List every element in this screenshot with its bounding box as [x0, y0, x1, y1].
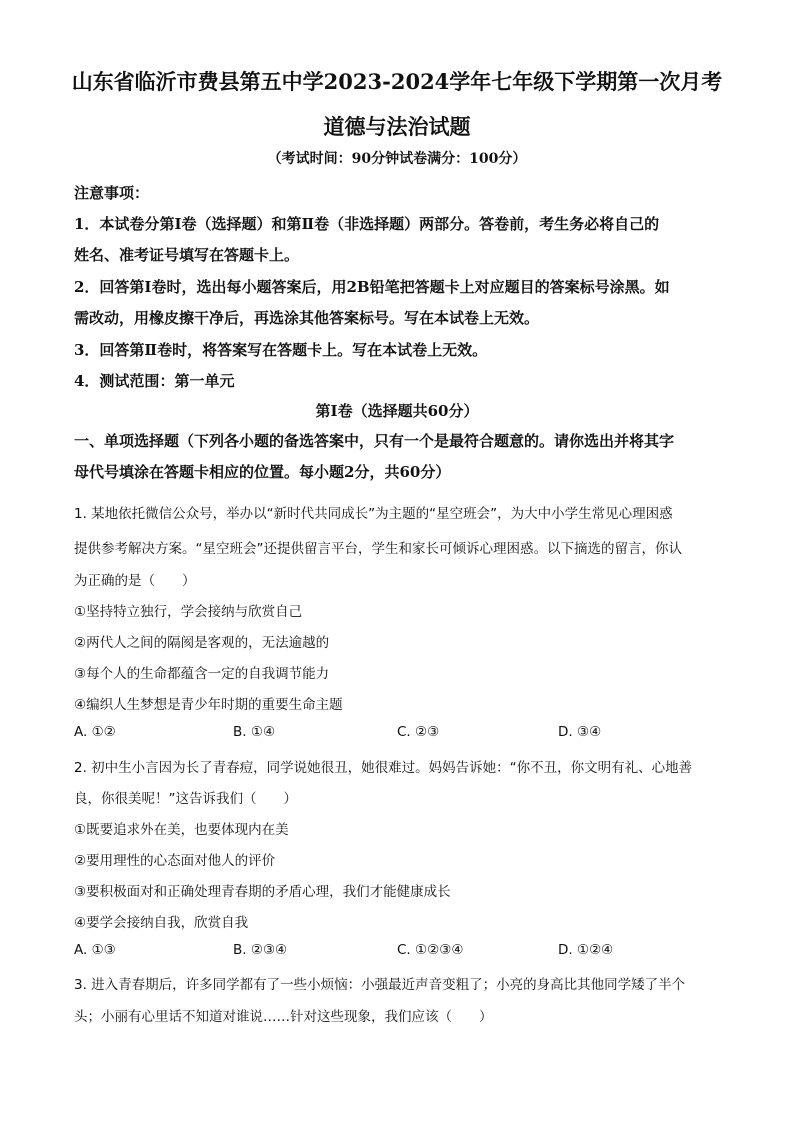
question-2-statement: ②要用理性的心态面对他人的评价 [74, 853, 276, 869]
question-1-text: 提供参考解决方案。“星空班会”还提供留言平台，学生和家长可倾诉心理困惑。以下摘选的留言，你认 [74, 541, 682, 557]
question-3-text: 头；小丽有心里话不知道对谁说……针对这些现象，我们应该（ ） [74, 1009, 493, 1025]
question-1-text: 1. 某地依托微信公众号，举办以“新时代共同成长”为主题的“星空班会”，为大中小学生常见心理困惑 [74, 506, 673, 522]
notes-heading: 注意事项： [74, 184, 150, 202]
notes-line: 3．回答第Ⅱ卷时，将答案写在答题卡上。写在本试卷上无效。 [74, 341, 488, 359]
notes-line: 需改动，用橡皮擦干净后，再选涂其他答案标号。写在本试卷上无效。 [74, 309, 540, 327]
question-2-text: 良，你很美呢！”这告诉我们（ ） [74, 791, 297, 807]
question-2-option-a: A. ①③ [74, 942, 116, 958]
question-2-text: 2. 初中生小言因为长了青春痘，同学说她很丑，她很难过。妈妈告诉她：“你不丑，你文明有礼、心地善 [74, 760, 693, 776]
question-1-statement: ③每个人的生命都蕴含一定的自我调节能力 [74, 666, 330, 682]
notes-line: 姓名、准考证号填写在答题卡上。 [74, 246, 300, 264]
question-1-text: 为正确的是（ ） [74, 573, 196, 589]
exam-title: 山东省临沂市费县第五中学2023-2024学年七年级下学期第一次月考 [71, 69, 723, 94]
exam-subject: 道德与法治试题 [323, 114, 471, 139]
question-2-statement: ③要积极面对和正确处理青春期的矛盾心理，我们才能健康成长 [74, 884, 451, 900]
question-2-option-d: D. ①②④ [558, 942, 614, 958]
question-1-option-b: B. ①④ [233, 724, 276, 740]
question-1-statement: ④编织人生梦想是青少年时期的重要生命主题 [74, 697, 343, 713]
question-1-statement: ①坚持特立独行，学会接纳与欣赏自己 [74, 604, 303, 620]
section-title: 第Ⅰ卷（选择题共60分） [315, 402, 479, 420]
exam-info: （考试时间：90分钟试卷满分：100分） [267, 151, 527, 167]
question-2-option-c: C. ①②③④ [397, 942, 464, 958]
notes-line: 1．本试卷分第Ⅰ卷（选择题）和第Ⅱ卷（非选择题）两部分。答卷前，考生务必将自己的 [74, 215, 660, 233]
notes-line: 2．回答第Ⅰ卷时，选出每小题答案后，用2B铅笔把答题卡上对应题目的答案标号涂黑。如 [74, 278, 670, 296]
question-2-statement: ①既要追求外在美，也要体现内在美 [74, 822, 289, 838]
question-3-text: 3. 进入青春期后，许多同学都有了一些小烦恼：小强最近声音变粗了；小亮的身高比其他同学矮了半个 [74, 977, 686, 993]
section-instruction: 一、单项选择题（下列各小题的备选答案中，只有一个是最符合题意的。请你选出并将其字 [74, 432, 675, 450]
question-1-option-a: A. ①② [74, 724, 116, 740]
notes-line: 4．测试范围：第一单元 [74, 372, 235, 390]
question-2-option-b: B. ②③④ [233, 942, 288, 958]
question-1-option-d: D. ③④ [558, 724, 602, 740]
question-1-statement: ②两代人之间的隔阂是客观的，无法逾越的 [74, 635, 330, 651]
question-1-option-c: C. ②③ [397, 724, 440, 740]
section-instruction: 母代号填涂在答题卡相应的位置。每小题2分，共60分） [74, 463, 451, 481]
question-2-statement: ④要学会接纳自我，欣赏自我 [74, 915, 249, 931]
